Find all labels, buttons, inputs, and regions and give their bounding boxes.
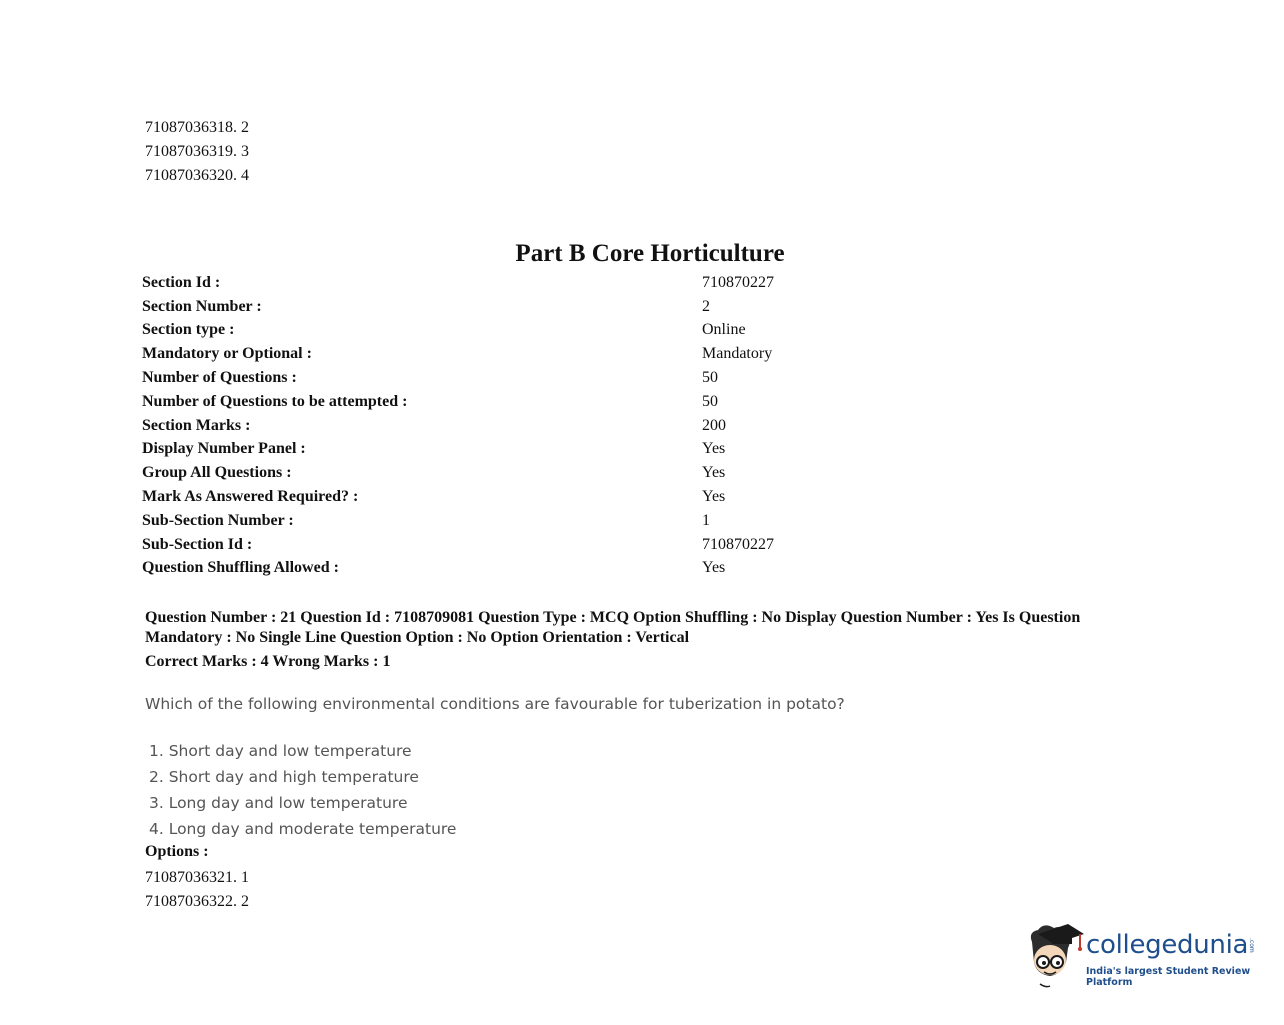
answer-choice: 2. Short day and high temperature [149,768,419,786]
section-info-value: Mandatory [702,345,773,363]
section-info-value: Yes [702,440,726,458]
section-info-label: Mark As Answered Required? : [142,488,359,506]
section-info-row [142,461,842,485]
option-id-line: 71087036319. 3 [145,143,249,160]
section-info-label: Section Marks : [142,416,251,434]
previous-question-options [145,116,249,188]
section-info-row [142,414,842,438]
section-info-value: Yes [702,464,726,482]
section-info-value: 1 [702,511,710,529]
section-info-label: Display Number Panel : [142,440,306,458]
question-meta-text: Question Number : 21 Question Id : 7108709081 Question Type : MCQ Option Shuffling : No Display Question Number : Yes Is Question Mandatory : No Single Line Question Option : No Option Orientation : Vertical [145,609,1081,646]
section-info-value: Online [702,321,746,339]
answer-choice: 3. Long day and low temperature [149,794,408,812]
options-list [145,866,249,914]
option-id-line: 71087036321. 1 [145,869,249,886]
option-id-line: 71087036322. 2 [145,893,249,910]
section-info-label: Question Shuffling Allowed : [142,559,339,577]
section-info-label: Section Id : [142,273,221,291]
section-info-value: 50 [702,392,718,410]
logo-domain-suffix: .com [1248,938,1255,953]
question-marks: Correct Marks : 4 Wrong Marks : 1 [145,653,391,670]
section-info-label: Section Number : [142,297,262,315]
collegedunia-logo [1022,916,1262,992]
section-info-label: Number of Questions : [142,369,297,387]
section-info-value: Yes [702,488,726,506]
section-info-row [142,295,842,319]
question-metadata [145,608,1135,672]
section-info-label: Sub-Section Number : [142,511,294,529]
section-info-label: Mandatory or Optional : [142,345,312,363]
section-info-row [142,485,842,509]
section-info-label: Number of Questions to be attempted : [142,392,408,410]
part-title: Part B Core Horticulture [515,240,785,267]
section-info-row [142,509,842,533]
logo-wordmark: collegedunia [1086,930,1249,960]
section-info-label: Sub-Section Id : [142,535,253,553]
answer-choice: 4. Long day and moderate temperature [149,820,457,838]
section-info-value: 710870227 [702,273,774,291]
section-info-value: Yes [702,559,726,577]
section-info-value: 50 [702,369,718,387]
section-info-label: Section type : [142,321,235,339]
section-info-row [142,366,842,390]
section-info-row [142,390,842,414]
section-info-row [142,271,842,295]
section-info-row [142,557,842,581]
section-info-row [142,342,842,366]
section-info-value: 200 [702,416,726,434]
answer-choice: 1. Short day and low temperature [149,742,412,760]
question-text: Which of the following environmental conditions are favourable for tuberization in potato? [145,695,845,713]
option-id-line: 71087036320. 4 [145,167,249,184]
section-info-table [142,271,842,580]
section-info-row [142,438,842,462]
option-id-line: 71087036318. 2 [145,119,249,136]
section-info-row [142,533,842,557]
answer-choices [149,738,456,842]
mascot-graduation-cap-icon [1022,916,1086,992]
section-info-label: Group All Questions : [142,464,292,482]
options-label: Options : [145,843,209,860]
section-info-row [142,319,842,343]
logo-tagline: India's largest Student Review Platform [1086,966,1251,988]
section-info-value: 2 [702,297,710,315]
section-info-value: 710870227 [702,535,774,553]
